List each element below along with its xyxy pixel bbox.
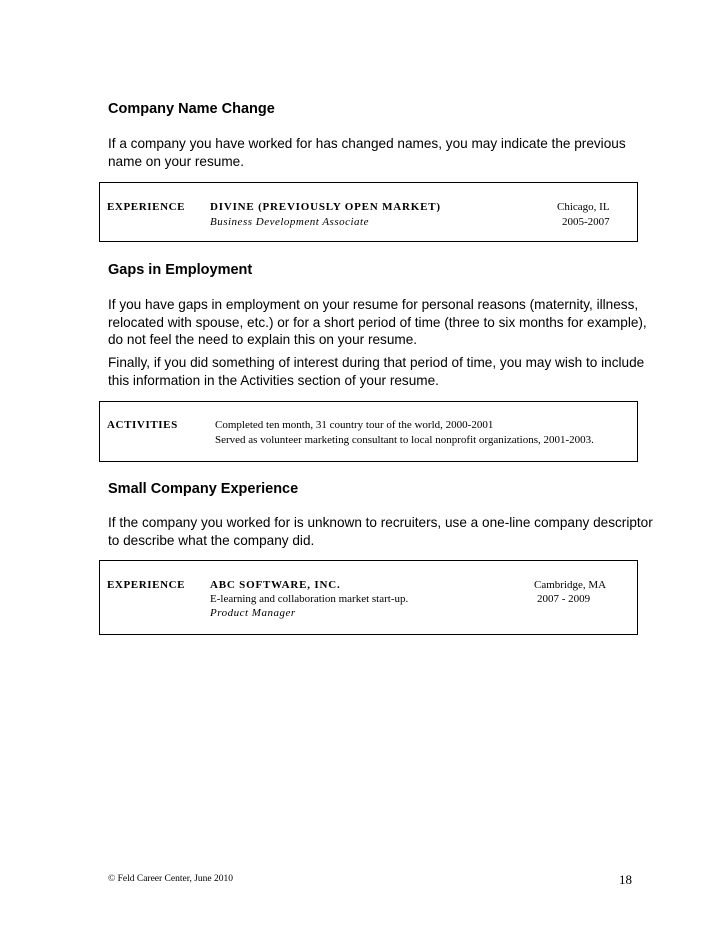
heading-company-name-change: Company Name Change [108,101,275,117]
heading-gaps-in-employment: Gaps in Employment [108,262,253,278]
text-line: this information in the Activities section of your resume. [108,372,439,388]
location: Chicago, IL [557,201,610,213]
page-number: 18 [619,872,632,887]
example-box-activities [99,401,638,462]
location: Cambridge, MA [534,579,607,591]
text-line: If you have gaps in employment on your resume for personal reasons (maternity, illness, [108,297,639,312]
company-name: ABC SOFTWARE, INC. [210,579,341,591]
section-label-activities: ACTIVITIES [107,419,178,431]
text-line: If a company you have worked for has changed names, you may indicate the previous [108,136,626,151]
text-line: If the company you worked for is unknown to recruiters, use a one-line company descriptor [108,515,653,530]
paragraph-gaps-2 [108,354,648,389]
paragraph-gaps-1 [108,296,648,349]
paragraph-small-company [108,514,653,549]
text-line: Finally, if you did something of interest during that period of time, you may wish to include [108,355,645,370]
dates: 2007 - 2009 [537,593,591,605]
activity-line: Served as volunteer marketing consultant to local nonprofit organizations, 2001-2003. [215,434,594,446]
example-box-experience-abc [99,560,638,635]
text-line: name on your resume. [108,153,245,169]
activity-line: Completed ten month, 31 country tour of the world, 2000-2001 [215,419,494,431]
job-title: Product Manager [210,607,296,619]
text-line: to describe what the company did. [108,532,315,548]
footer-copyright: © Feld Career Center, June 2010 [108,874,234,884]
company-name: DIVINE (PREVIOUSLY OPEN MARKET) [210,201,441,213]
paragraph-company-name-change [108,135,648,170]
example-box-experience-divine [99,182,638,242]
text-line: do not feel the need to explain this on your resume. [108,332,418,347]
heading-small-company-experience: Small Company Experience [108,481,299,497]
section-label-experience: EXPERIENCE [107,201,186,213]
text-line: relocated with spouse, etc.) or for a short period of time (three to six months for example), [108,314,647,330]
company-descriptor: E-learning and collaboration market start-up. [210,593,409,605]
job-title: Business Development Associate [210,216,369,228]
dates: 2005-2007 [562,216,610,228]
section-label-experience: EXPERIENCE [107,579,186,591]
